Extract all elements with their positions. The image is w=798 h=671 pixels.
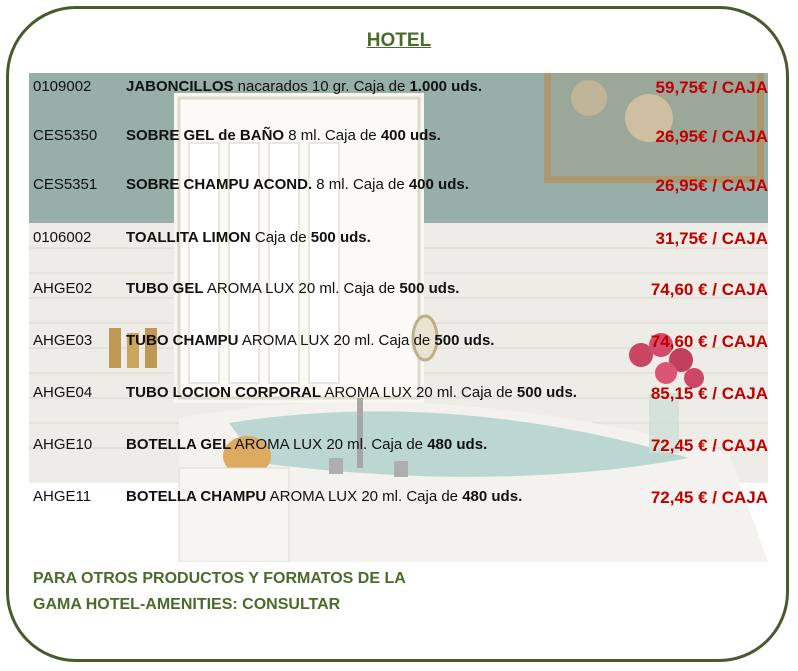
- product-code: CES5351: [33, 176, 98, 193]
- product-quantity: 480 uds.: [462, 488, 523, 505]
- product-code: CES5350: [33, 127, 98, 144]
- product-detail: AROMA LUX 20 ml. Caja de: [231, 436, 428, 453]
- product-quantity: 400 uds.: [408, 176, 469, 193]
- product-quantity: 480 uds.: [427, 436, 488, 453]
- product-row: [0, 488, 798, 518]
- product-price: 26,95€ / CAJA: [655, 127, 768, 146]
- product-quantity: 500 uds.: [516, 384, 577, 401]
- product-name: SOBRE GEL de BAÑO: [126, 127, 285, 144]
- product-price: 72,45 € / CAJA: [650, 488, 768, 507]
- footer-line: PARA OTROS PRODUCTOS Y FORMATOS DE LA: [33, 570, 406, 587]
- product-price: 31,75€ / CAJA: [655, 229, 768, 248]
- product-price: 59,75€ / CAJA: [655, 78, 768, 97]
- product-name: JABONCILLOS: [126, 78, 234, 95]
- product-name: SOBRE CHAMPU ACOND.: [126, 176, 313, 193]
- product-row: [0, 176, 798, 206]
- product-quantity: 400 uds.: [380, 127, 441, 144]
- product-code: AHGE04: [33, 384, 93, 401]
- product-detail: 8 ml. Caja de: [284, 127, 381, 144]
- product-name: BOTELLA CHAMPU: [126, 488, 267, 505]
- product-quantity: 500 uds.: [310, 229, 371, 246]
- product-row: [0, 436, 798, 466]
- product-price: 85,15 € / CAJA: [650, 384, 768, 403]
- product-name: BOTELLA GEL: [126, 436, 232, 453]
- page-title: HOTEL: [366, 30, 432, 51]
- product-detail: 8 ml. Caja de: [312, 176, 409, 193]
- product-code: AHGE03: [33, 332, 93, 349]
- product-detail: AROMA LUX 20 ml. Caja de: [321, 384, 517, 401]
- product-code: 0109002: [33, 78, 92, 95]
- product-price: 74,60 € / CAJA: [650, 280, 768, 299]
- product-code: 0106002: [33, 229, 92, 246]
- product-description: [126, 280, 459, 297]
- product-description: [126, 488, 522, 505]
- product-row: [0, 332, 798, 362]
- product-name: TUBO LOCION CORPORAL: [126, 384, 321, 401]
- product-code: AHGE11: [33, 488, 92, 505]
- product-quantity: 500 uds.: [434, 332, 495, 349]
- product-row: [0, 127, 798, 157]
- product-quantity: 1.000 uds.: [409, 78, 483, 95]
- product-detail: AROMA LUX 20 ml. Caja de: [238, 332, 435, 349]
- footer-line: GAMA HOTEL-AMENITIES: CONSULTAR: [33, 596, 341, 613]
- product-row: [0, 384, 798, 414]
- product-description: [126, 332, 494, 349]
- product-detail: nacarados 10 gr. Caja de: [233, 78, 410, 95]
- product-description: [126, 176, 469, 193]
- product-description: [126, 436, 487, 453]
- product-name: TUBO GEL: [126, 280, 204, 297]
- product-description: [126, 127, 441, 144]
- product-code: AHGE02: [33, 280, 93, 297]
- product-detail: AROMA LUX 20 ml. Caja de: [266, 488, 463, 505]
- product-row: [0, 229, 798, 259]
- product-row: [0, 280, 798, 310]
- footer-note: [33, 566, 406, 618]
- product-price: 26,95€ / CAJA: [655, 176, 768, 195]
- product-detail: AROMA LUX 20 ml. Caja de: [203, 280, 400, 297]
- product-description: [126, 384, 577, 401]
- product-description: [126, 229, 371, 246]
- product-price: 72,45 € / CAJA: [650, 436, 768, 455]
- product-price: 74,60 € / CAJA: [650, 332, 768, 351]
- product-description: [126, 78, 482, 95]
- product-name: TOALLITA LIMON: [126, 229, 251, 246]
- product-code: AHGE10: [33, 436, 93, 453]
- product-name: TUBO CHAMPU: [126, 332, 239, 349]
- product-quantity: 500 uds.: [399, 280, 460, 297]
- product-detail: Caja de: [250, 229, 311, 246]
- product-row: [0, 78, 798, 108]
